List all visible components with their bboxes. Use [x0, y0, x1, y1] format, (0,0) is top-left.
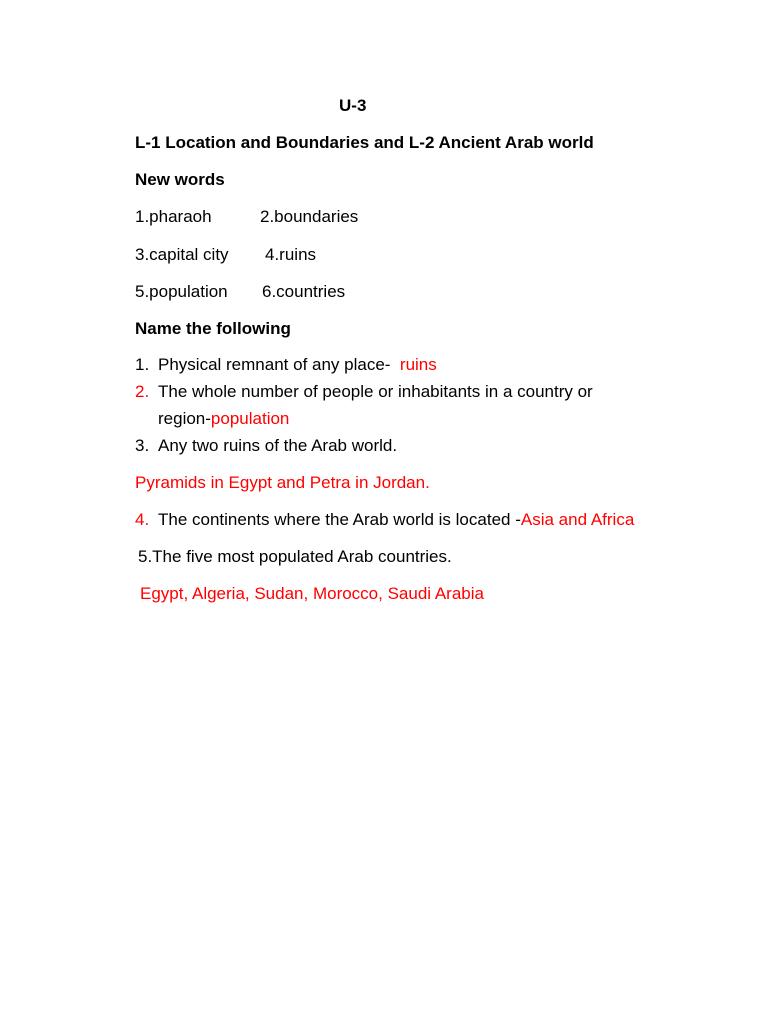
question-item [135, 435, 397, 457]
word-item: 2.boundaries [260, 207, 359, 226]
question-number: 4. [135, 510, 150, 529]
word-item: 6.countries [262, 282, 346, 301]
lesson-title: L-1 Location and Boundaries and L-2 Ancient Arab world [135, 133, 594, 152]
word-item: 3.capital city [135, 245, 229, 264]
answer-text: ruins [399, 355, 437, 374]
question-item [135, 509, 634, 531]
question-text: region- [158, 409, 211, 428]
answer-text: Asia and Africa [520, 510, 635, 529]
word-item: 5.population [135, 282, 228, 301]
word-item: 1.pharaoh [135, 207, 212, 226]
name-following-heading: Name the following [135, 319, 291, 338]
question-text: The continents where the Arab world is located - [158, 510, 521, 529]
question-item: 5.The five most populated Arab countries. [138, 547, 452, 566]
question-item [135, 354, 437, 376]
answer-text: population [210, 409, 290, 428]
unit-heading: U-3 [339, 96, 367, 115]
new-words-heading: New words [135, 170, 225, 189]
question-text: The whole number of people or inhabitants in a country or [158, 382, 593, 401]
question-continuation [158, 408, 289, 430]
question-number: 2. [135, 382, 150, 401]
question-text: Any two ruins of the Arab world. [158, 436, 398, 455]
answer-line: Egypt, Algeria, Sudan, Morocco, Saudi Arabia [140, 584, 484, 603]
answer-line: Pyramids in Egypt and Petra in Jordan. [135, 473, 430, 492]
question-number: 1. [135, 355, 150, 374]
question-number: 3. [135, 436, 150, 455]
question-text: Physical remnant of any place- [158, 355, 391, 374]
word-item: 4.ruins [265, 245, 317, 264]
question-item [135, 381, 593, 403]
